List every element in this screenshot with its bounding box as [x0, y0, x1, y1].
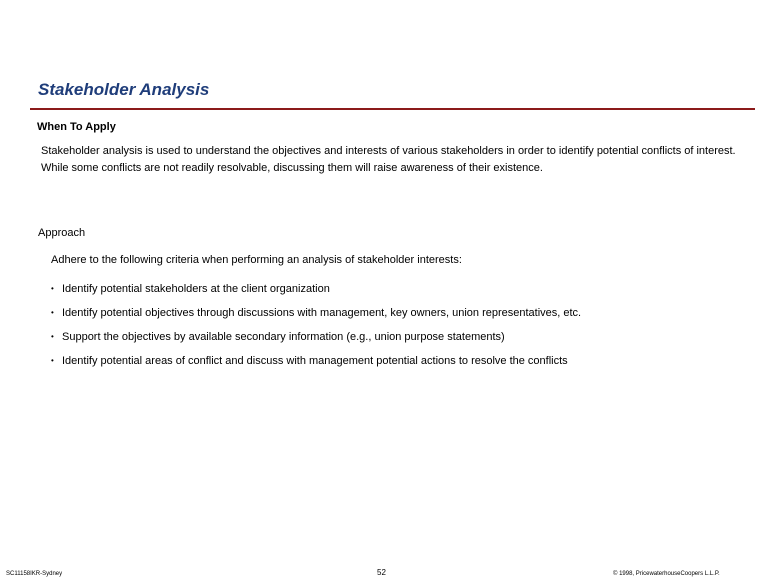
when-to-apply-heading: When To Apply	[37, 121, 116, 133]
list-item-text: Identify potential objectives through discussions with management, key owners, union representatives, etc.	[62, 307, 582, 319]
footer-document-code: SC11158IKR-Sydney	[6, 571, 63, 577]
list-item-text: Identify potential areas of conflict and discuss with management potential actions to resolve the conflicts	[62, 355, 568, 367]
list-item	[51, 355, 568, 367]
bullet-icon: •	[51, 308, 54, 317]
list-item	[51, 283, 330, 295]
approach-lead-text: Adhere to the following criteria when performing an analysis of stakeholder interests:	[51, 254, 462, 266]
list-item-text: Identify potential stakeholders at the client organization	[62, 283, 330, 295]
approach-heading: Approach	[38, 227, 86, 239]
list-item	[51, 307, 581, 319]
list-item-text: Support the objectives by available secondary information (e.g., union purpose statements)	[62, 331, 505, 343]
bullet-icon: •	[51, 332, 54, 341]
footer-copyright: © 1998, PricewaterhouseCoopers L.L.P.	[613, 571, 720, 577]
bullet-icon: •	[51, 356, 54, 365]
title-divider	[30, 108, 755, 110]
bullet-icon: •	[51, 284, 54, 293]
when-to-apply-text: Stakeholder analysis is used to understand the objectives and interests of various stakeholders in order to identify potential conflicts of interest. While some conflicts are not readily resolvable, discussing them will raise awareness of their existence.	[41, 145, 736, 174]
list-item	[51, 331, 505, 343]
page-title: Stakeholder Analysis	[38, 80, 210, 99]
page-number: 52	[377, 568, 386, 577]
